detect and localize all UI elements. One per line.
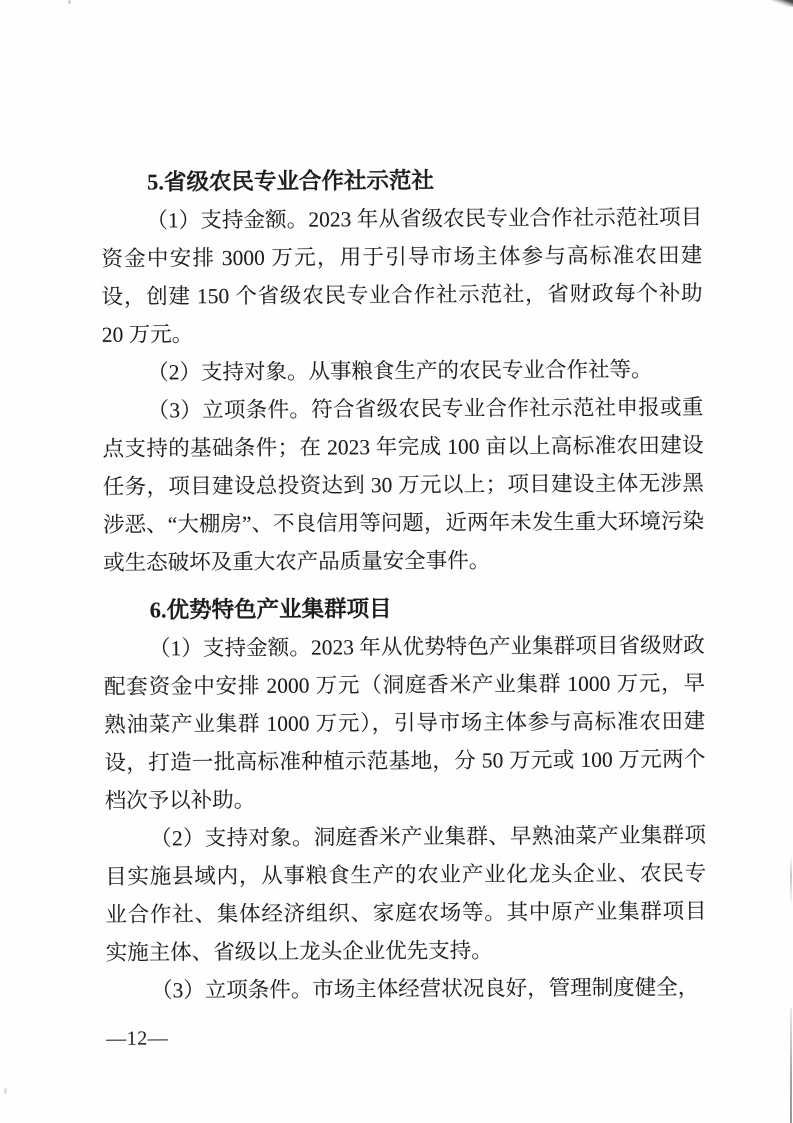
section-5-paragraph-2: （2）支持对象。从事粮食生产的农民专业合作社等。 — [147, 357, 653, 385]
scan-artifact-speck-top-left — [68, 0, 71, 4]
page-content — [101, 160, 707, 1054]
section-5-paragraph-1: （1）支持金额。2023 年从省级农民专业合作社示范社项目资金中安排 3000 万元，用于引导市场主体参与高标准农田建设，创建 150 个省级农民专业合作社示范社，省财政每个补助 20 万元。 — [101, 205, 703, 347]
section-6-paragraph-1: （1）支持金额。2023 年从优势特色产业集群项目省级财政配套资金中安排 2000 万元（洞庭香米产业集群 1000 万元，早熟油菜产业集群 1000 万元），引导市场主体参与高标准农田建设，打造一批高标准种植示范基地，分 50 万元或 100 万元两个档次予以补助。 — [103, 633, 706, 813]
section-6-paragraph-3: （3）立项条件。市场主体经营状况良好，管理制度健全， — [150, 975, 700, 1003]
section-6-paragraph-2: （2）支持对象。洞庭香米产业集群、早熟油菜产业集群项目实施县域内，从事粮食生产的农业产业化龙头企业、农民专业合作社、集体经济组织、家庭农场等。其中原产业集群项目实施主体、省级以上龙头企业优先支持。 — [105, 823, 707, 965]
scan-artifact-speck-bottom-left — [4, 1088, 7, 1094]
section-5-paragraph-3: （3）立项条件。符合省级农民专业合作社示范社申报或重点支持的基础条件；在 2023 年完成 100 亩以上高标准农田建设任务，项目建设总投资达到 30 万元以上；项目建设主体无涉黑涉恶、“大棚房”、不良信用等问题，近两年未发生重大环境污染或生态破坏及重大农产品质量安全事件。 — [102, 395, 705, 575]
page-number: —12— — [106, 1027, 169, 1050]
scan-artifact-right-edge-upper — [790, 856, 792, 906]
section-6-heading: 6.优势特色产业集群项目 — [149, 596, 392, 623]
scan-artifact-corner-smudge — [771, 0, 793, 7]
section-5-heading: 5.省级农民专业合作社示范社 — [146, 167, 435, 195]
scan-artifact-right-edge-lower — [790, 1008, 792, 1123]
